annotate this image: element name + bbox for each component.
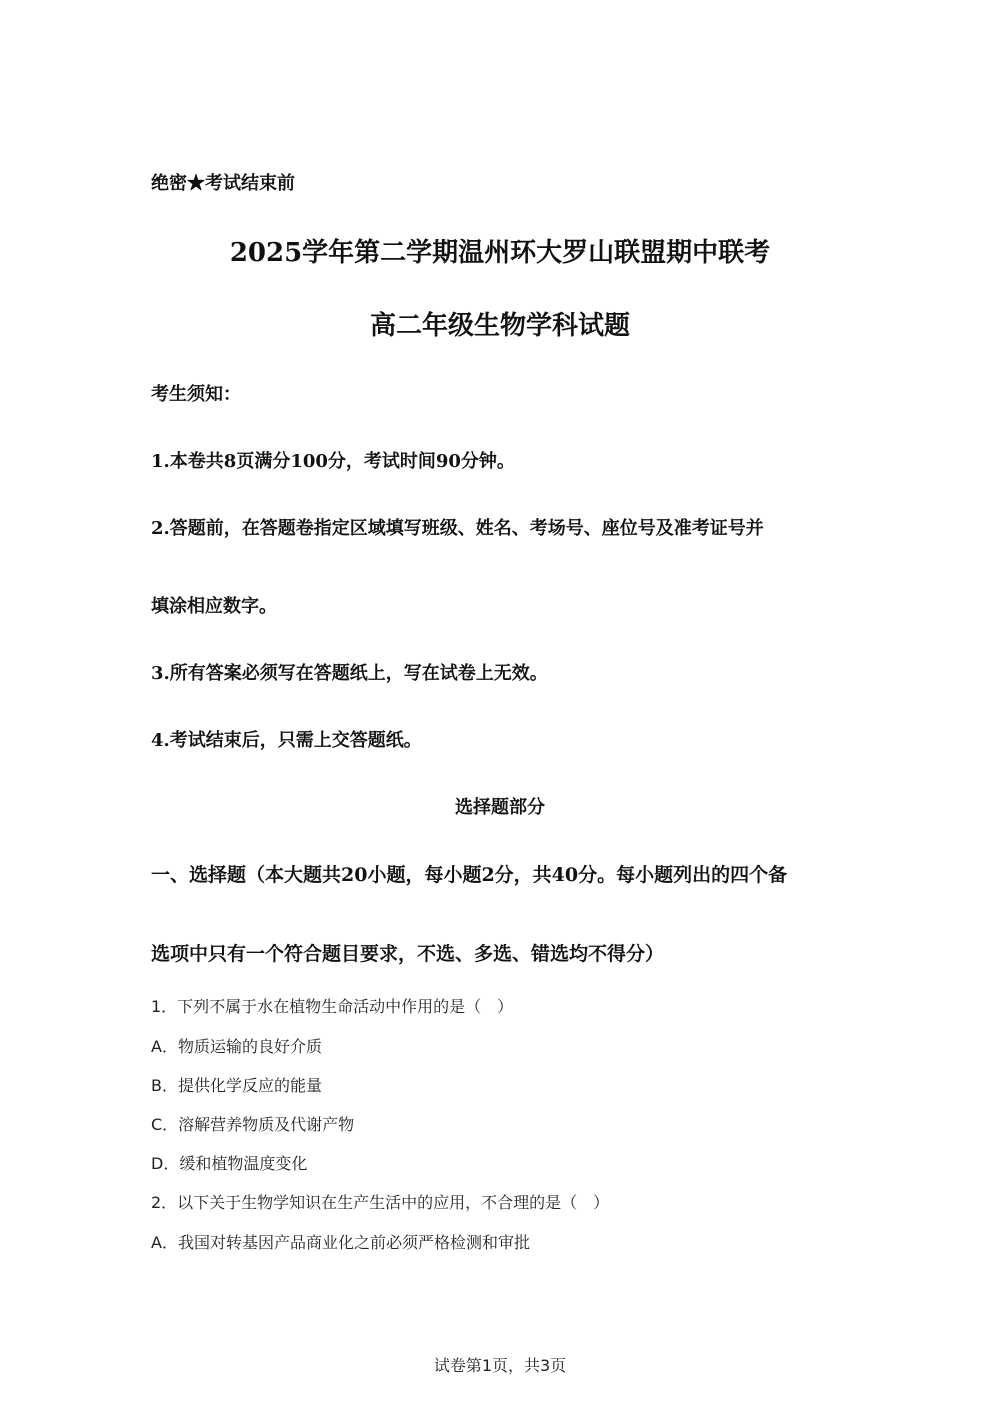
question-1-option-a: A．物质运输的良好介质: [151, 1037, 322, 1056]
exam-subtitle: 高二年级生物学科试题: [369, 311, 630, 341]
notice-item-2: 2.答题前，在答题卷指定区域填写班级、姓名、考场号、座位号及准考证号并: [151, 518, 764, 539]
question-1-option-d: D．缓和植物温度变化: [151, 1154, 308, 1173]
notice-item-3: 3.所有答案必须写在答题纸上，写在试卷上无效。: [151, 663, 548, 684]
confidential-label: 绝密★考试结束前: [151, 173, 295, 194]
question-2-stem: 2．以下关于生物学知识在生产生活中的应用，不合理的是（ ）: [151, 1193, 610, 1212]
question-1-option-b: B．提供化学反应的能量: [151, 1076, 322, 1095]
exam-title: 2025学年第二学期温州环大罗山联盟期中联考: [229, 238, 771, 268]
notice-item-4: 4.考试结束后，只需上交答题纸。: [151, 730, 422, 751]
notice-item-1: 1.本卷共8页满分100分，考试时间90分钟。: [151, 451, 515, 472]
question-1-option-c: C．溶解营养物质及代谢产物: [151, 1115, 355, 1134]
question-2-option-a: A．我国对转基因产品商业化之前必须严格检测和审批: [151, 1233, 530, 1252]
notice-item-2-continued: 填涂相应数字。: [151, 596, 277, 617]
section-instruction: 一、选择题（本大题共20小题，每小题2分，共40分。每小题列出的四个备: [151, 864, 788, 886]
notice-heading: 考生须知：: [151, 384, 241, 405]
section-title: 选择题部分: [455, 797, 545, 818]
page-footer: 试卷第1页，共3页: [433, 1356, 567, 1375]
question-1-stem: 1．下列不属于水在植物生命活动中作用的是（ ）: [151, 997, 514, 1016]
section-instruction-continued: 选项中只有一个符合题目要求，不选、多选、错选均不得分）: [151, 943, 665, 965]
